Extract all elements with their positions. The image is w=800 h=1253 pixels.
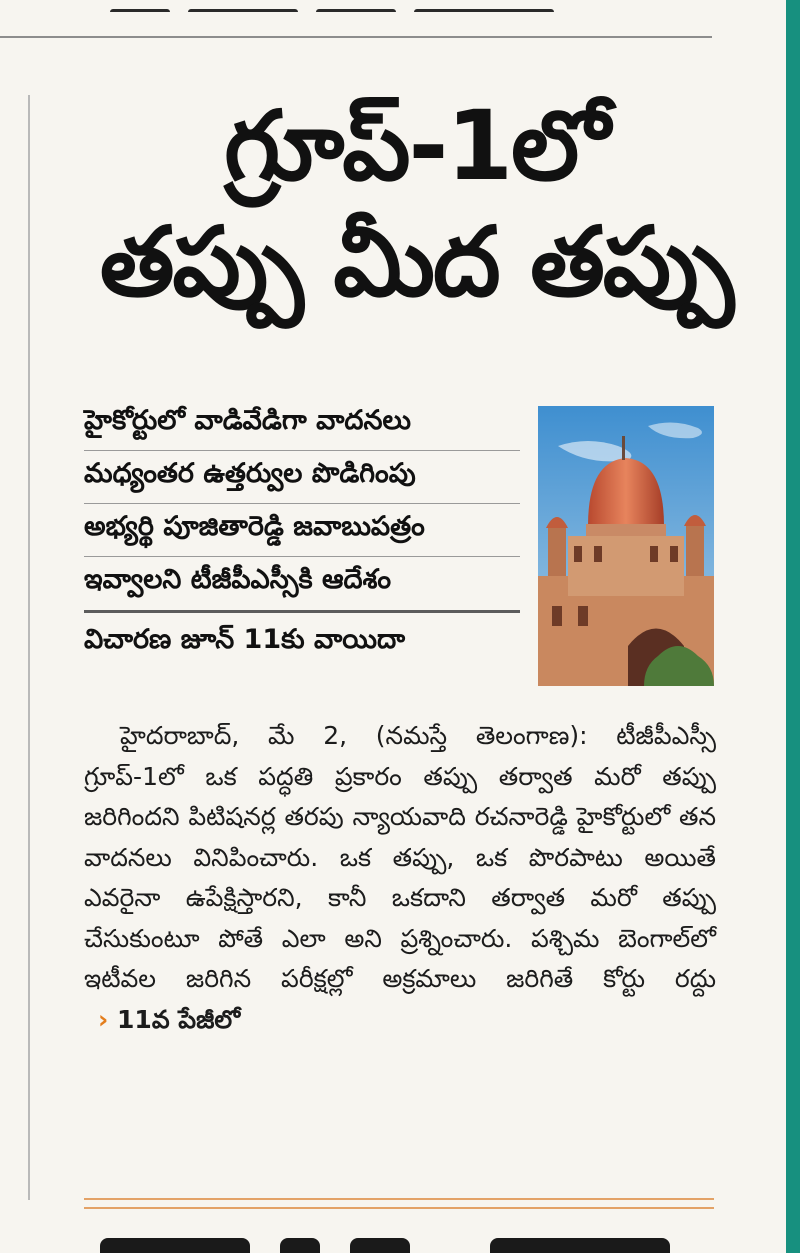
article-body-text: హైదరాబాద్‌, మే 2, (నమస్తే తెలంగాణ): టీజీపీఎస్సీ గ్రూప్‌-1లో ఒక పద్ధతి ప్రకారం తప్పు తర్వాత మరో తప్పు జరిగిందని పిటిషనర్ల తరపు న్యాయవాది రచనారెడ్డి హైకోర్టులో తన వాదనలు వినిపించారు. ఒక తప్పు, ఒక పొరపాటు అయితే ఎవరైనా ఉపేక్షిస్తారని, కానీ ఒకదాని తర్వాత మరో తప్పు చేసుకుంటూ పోతే ఎలా అని ప్రశ్నించారు. పశ్చిమ బెంగాల్‌లో ఇటీవల జరిగిన పరీక్షల్లో అక్రమాలు జరిగితే కోర్టు రద్దు: [84, 721, 716, 993]
top-divider: [0, 36, 712, 38]
headline-line-1: గ్రూప్‌-1లో: [224, 90, 608, 202]
continued-on-page-label: 11వ పేజీలో: [117, 1004, 241, 1034]
previous-article-text-fragment: [110, 0, 630, 12]
bottom-divider: [84, 1207, 714, 1209]
deck-item: హైకోర్టులో వాడివేడిగా వాదనలు: [84, 398, 520, 451]
deck-item: విచారణ జూన్‌ 11కు వాయిదా: [84, 624, 406, 655]
next-article-headline-fragment: [90, 1232, 690, 1253]
high-court-building-photo: [538, 406, 714, 686]
continued-on-page-link[interactable]: [98, 1005, 240, 1034]
article-body: [84, 716, 716, 1040]
chevron-right-icon: ›: [98, 1004, 109, 1034]
subheadline-deck: [84, 398, 520, 666]
article-headline: [60, 88, 772, 320]
column-divider: [28, 95, 30, 1200]
headline-line-2: తప్పు మీద తప్పు: [99, 206, 733, 318]
bottom-divider: [84, 1198, 714, 1200]
deck-item: మధ్యంతర ఉత్తర్వుల పొడిగింపు: [84, 451, 520, 504]
deck-item: ఇవ్వాలని టీజీపీఎస్సీకి ఆదేశం: [84, 564, 392, 595]
deck-item: అభ్యర్థి పూజితారెడ్డి జవాబుపత్రం: [84, 504, 520, 557]
page-edge-accent-bar: [786, 0, 800, 1253]
